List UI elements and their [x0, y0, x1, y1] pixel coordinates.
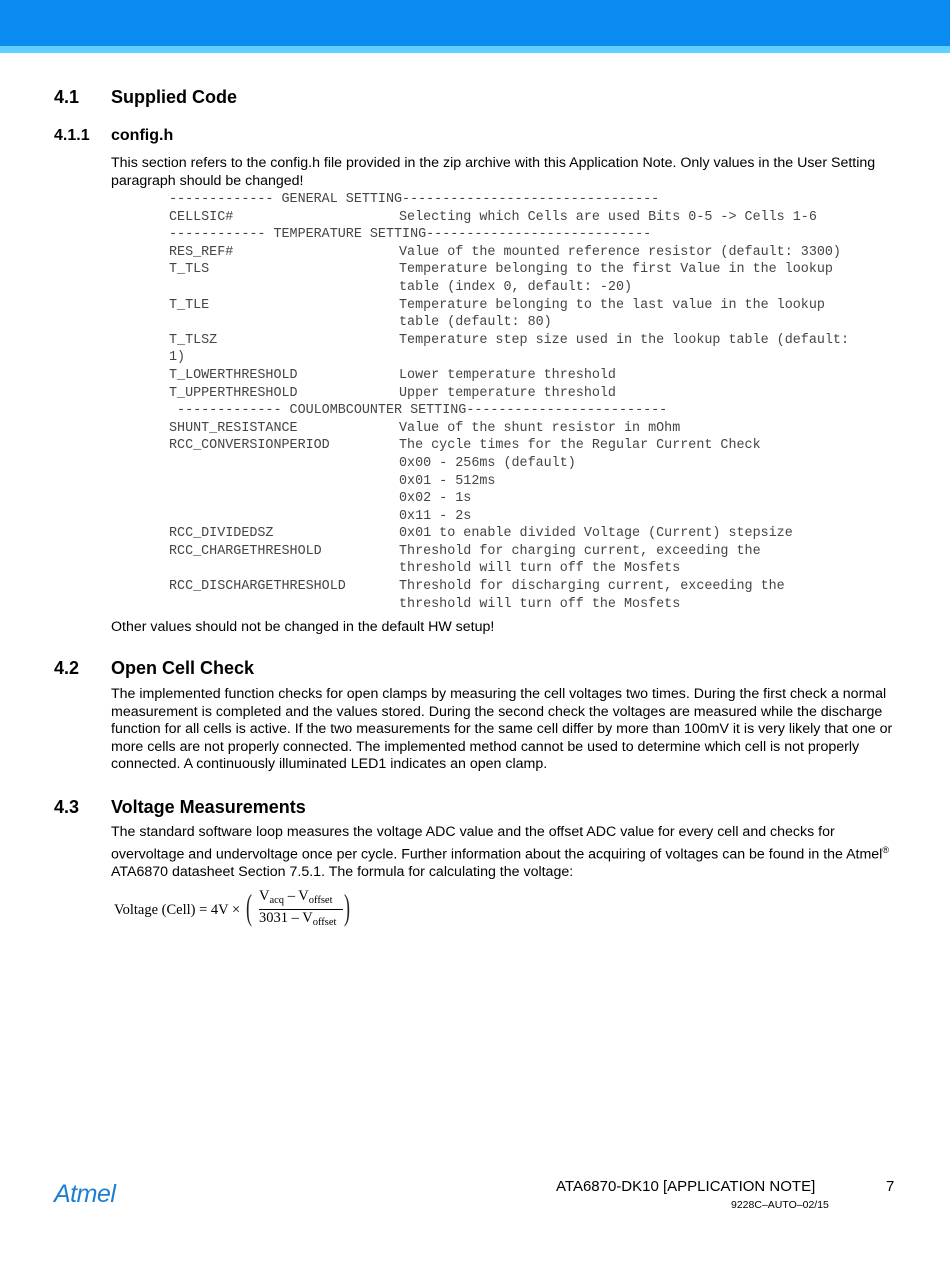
code-key: T_TLS — [169, 262, 210, 278]
right-paren: ) — [344, 887, 350, 927]
voltage-measurements-paragraph — [111, 824, 896, 882]
code-desc: Temperature belonging to the last value in the lookup — [399, 297, 825, 313]
code-desc: table (default: 80) — [399, 315, 552, 331]
code-desc: Value of the mounted reference resistor (default: 3300) — [399, 244, 841, 260]
paragraph-text: The standard software loop measures the voltage ADC value and the offset ADC value for every cell and checks for overvoltage and undervoltage once per cycle. Further information about the acquiring of voltages can be found in the Atmel — [111, 824, 883, 863]
section-number: 4.1 — [54, 87, 80, 107]
formula-numerator — [259, 888, 333, 906]
code-key: T_LOWERTHRESHOLD — [169, 367, 298, 383]
code-desc: Temperature step size used in the lookup table (default: — [399, 332, 849, 348]
registered-mark: ® — [882, 844, 889, 855]
config-outro-paragraph: Other values should not be changed in the default HW setup! — [111, 619, 495, 635]
config-intro-paragraph: This section refers to the config.h file provided in the zip archive with this Application Note. Only values in the User Setting paragraph should be changed! — [111, 155, 876, 189]
formula-lhs: Voltage (Cell) = 4V × — [114, 902, 241, 918]
denominator-sub-offset: offset — [312, 917, 337, 928]
code-key: RES_REF# — [169, 244, 234, 260]
section-title: Open Cell Check — [111, 658, 255, 678]
section-heading-4-1-1 — [54, 126, 454, 146]
footer-doc-title: ATA6870-DK10 [APPLICATION NOTE] — [556, 1178, 816, 1195]
code-desc: threshold will turn off the Mosfets — [399, 561, 681, 577]
code-row-continued — [169, 473, 899, 491]
paragraph-text: ATA6870 datasheet Section 7.5.1. The formula for calculating the voltage: — [111, 863, 574, 880]
code-key: T_TLE — [169, 297, 210, 313]
code-desc: The cycle times for the Regular Current Check — [399, 438, 761, 454]
code-row — [169, 578, 899, 596]
code-key: CELLSIC# — [169, 209, 234, 225]
code-option: 0x00 - 256ms (default) — [399, 455, 576, 471]
header-stripe — [0, 46, 950, 53]
code-row-continued — [169, 455, 899, 473]
section-number: 4.3 — [54, 797, 80, 817]
code-row — [169, 332, 899, 350]
code-separator: ------------ TEMPERATURE SETTING---------------------------- — [169, 227, 652, 243]
code-row — [169, 244, 899, 262]
section-number: 4.1.1 — [54, 127, 90, 144]
code-key: SHUNT_RESISTANCE — [169, 420, 298, 436]
code-key: RCC_CONVERSIONPERIOD — [169, 438, 330, 454]
code-row-continued — [169, 490, 899, 508]
code-option: 0x11 - 2s — [399, 508, 472, 524]
code-desc: table (index 0, default: -20) — [399, 279, 633, 295]
code-row — [169, 297, 899, 315]
formula-fraction-group — [246, 888, 356, 932]
footer-doc-code: 9228C–AUTO–02/15 — [731, 1199, 829, 1211]
atmel-logo: Atmel — [54, 1180, 116, 1208]
footer-page-number: 7 — [886, 1178, 895, 1195]
code-option: 0x01 - 512ms — [399, 473, 496, 489]
section-title: Supplied Code — [111, 87, 237, 107]
code-row-continued — [169, 508, 899, 526]
code-desc: Threshold for discharging current, exceeding the — [399, 579, 785, 595]
code-desc: Value of the shunt resistor in mOhm — [399, 420, 681, 436]
numerator-minus: – V — [284, 888, 309, 904]
code-row — [169, 367, 899, 385]
numerator-sub-acq: acq — [269, 895, 285, 906]
code-key: RCC_CHARGETHRESHOLD — [169, 543, 322, 559]
section-title: config.h — [111, 127, 174, 144]
code-row-continued — [169, 314, 899, 332]
code-desc: Threshold for charging current, exceeding the — [399, 543, 761, 559]
code-separator: ------------- COULOMBCOUNTER SETTING------------------------- — [169, 403, 668, 419]
left-paren: ( — [246, 887, 252, 927]
denominator-text: 3031 – V — [259, 910, 313, 926]
section-heading-4-3 — [54, 796, 454, 818]
code-desc: Lower temperature threshold — [399, 367, 616, 383]
code-desc: threshold will turn off the Mosfets — [399, 596, 681, 612]
open-cell-check-paragraph: The implemented function checks for open clamps by measuring the cell voltages two times. During the first check a normal measurement is completed and the values stored. During the second check the voltages are measured while the discharge function for all cells is active. If the two measurements for the same cell differ by more than 100mV it is very likely that one or more cells are not properly connected. The implemented method cannot be used to determine which cell is not properly connected. A continuously illuminated LED1 indicates an open clamp. — [111, 686, 893, 773]
code-key: T_TLSZ — [169, 332, 218, 348]
code-wrap-text: 1) — [169, 350, 186, 366]
code-row-continued — [169, 279, 899, 297]
code-row — [169, 261, 899, 279]
code-row — [169, 385, 899, 403]
code-key: RCC_DIVIDEDSZ — [169, 526, 274, 542]
code-row — [169, 420, 899, 438]
code-desc: Selecting which Cells are used Bits 0-5 -> Cells 1-6 — [399, 209, 817, 225]
section-number: 4.2 — [54, 658, 80, 678]
numerator-sub-offset: offset — [308, 895, 333, 906]
section-heading-4-1 — [54, 86, 454, 108]
code-row-continued — [169, 596, 899, 614]
code-desc: Temperature belonging to the first Value in the lookup — [399, 262, 833, 278]
section-heading-4-2 — [54, 657, 454, 679]
code-row — [169, 525, 899, 543]
code-key: RCC_DISCHARGETHRESHOLD — [169, 579, 346, 595]
code-key: T_UPPERTHRESHOLD — [169, 385, 298, 401]
code-row — [169, 437, 899, 455]
code-desc: 0x01 to enable divided Voltage (Current) stepsize — [399, 526, 793, 542]
header-bar — [0, 0, 950, 46]
code-row — [169, 543, 899, 561]
code-row-wrap — [169, 349, 899, 367]
config-code-block — [169, 191, 899, 613]
code-desc: Upper temperature threshold — [399, 385, 616, 401]
code-row-continued — [169, 560, 899, 578]
code-option: 0x02 - 1s — [399, 491, 472, 507]
numerator-v: V — [259, 888, 270, 904]
code-row — [169, 209, 899, 227]
code-separator: ------------- GENERAL SETTING-------------------------------- — [169, 192, 660, 207]
formula-denominator — [259, 910, 336, 928]
section-title: Voltage Measurements — [111, 797, 306, 817]
